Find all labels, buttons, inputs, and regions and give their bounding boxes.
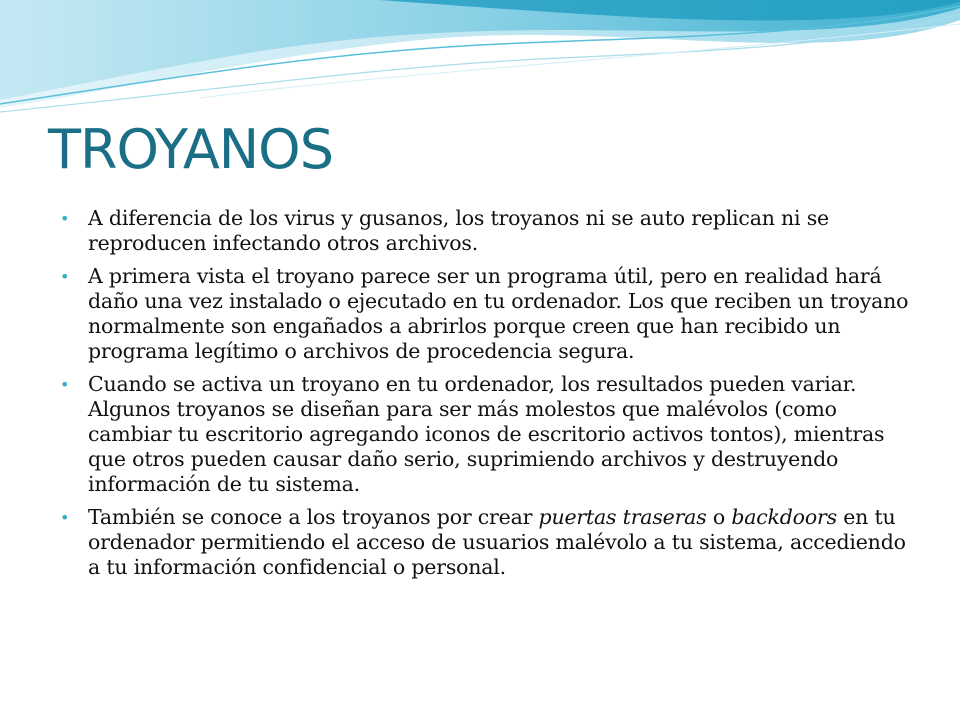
bullet-list xyxy=(60,206,912,588)
bullet-text-before: También se conoce a los troyanos por crear xyxy=(88,505,539,529)
bullet-text: Cuando se activa un troyano en tu ordenador, los resultados pueden variar. Algunos troyanos se diseñan para ser más molestos que malévolos (como cambiar tu escritorio agregando iconos de escritorio activos tontos), mientras que otros pueden causar daño serio, suprimiendo archivos y destruyendo información de tu sistema. xyxy=(88,372,885,496)
bullet-dot-icon: • xyxy=(60,508,70,527)
bullet-item xyxy=(60,264,912,364)
header-wave-decoration xyxy=(0,0,960,120)
slide-title: TROYANOS xyxy=(48,118,333,181)
bullet-dot-icon: • xyxy=(60,209,70,228)
bullet-item xyxy=(60,372,912,497)
bullet-dot-icon: • xyxy=(60,375,70,394)
bullet-text: A primera vista el troyano parece ser un programa útil, pero en realidad hará daño una vez instalado o ejecutado en tu ordenador. Los que reciben un troyano normalmente son engañados a abrirlos porque creen que han recibido un programa legítimo o archivos de procedencia segura. xyxy=(88,264,909,363)
bullet-text-italic-puertas: puertas traseras xyxy=(538,505,707,529)
bullet-text: A diferencia de los virus y gusanos, los troyanos ni se auto replican ni se reproducen infectando otros archivos. xyxy=(88,206,829,255)
bullet-dot-icon: • xyxy=(60,267,70,286)
bullet-text-italic-backdoors: backdoors xyxy=(731,505,837,529)
bullet-item xyxy=(60,206,912,256)
bullet-text-mid: o xyxy=(706,505,732,529)
bullet-item xyxy=(60,505,912,580)
bullet-text-after: en tu ordenador permitiendo el acceso de usuarios malévolo a tu sistema, accediendo a tu información confidencial o personal. xyxy=(88,505,906,579)
